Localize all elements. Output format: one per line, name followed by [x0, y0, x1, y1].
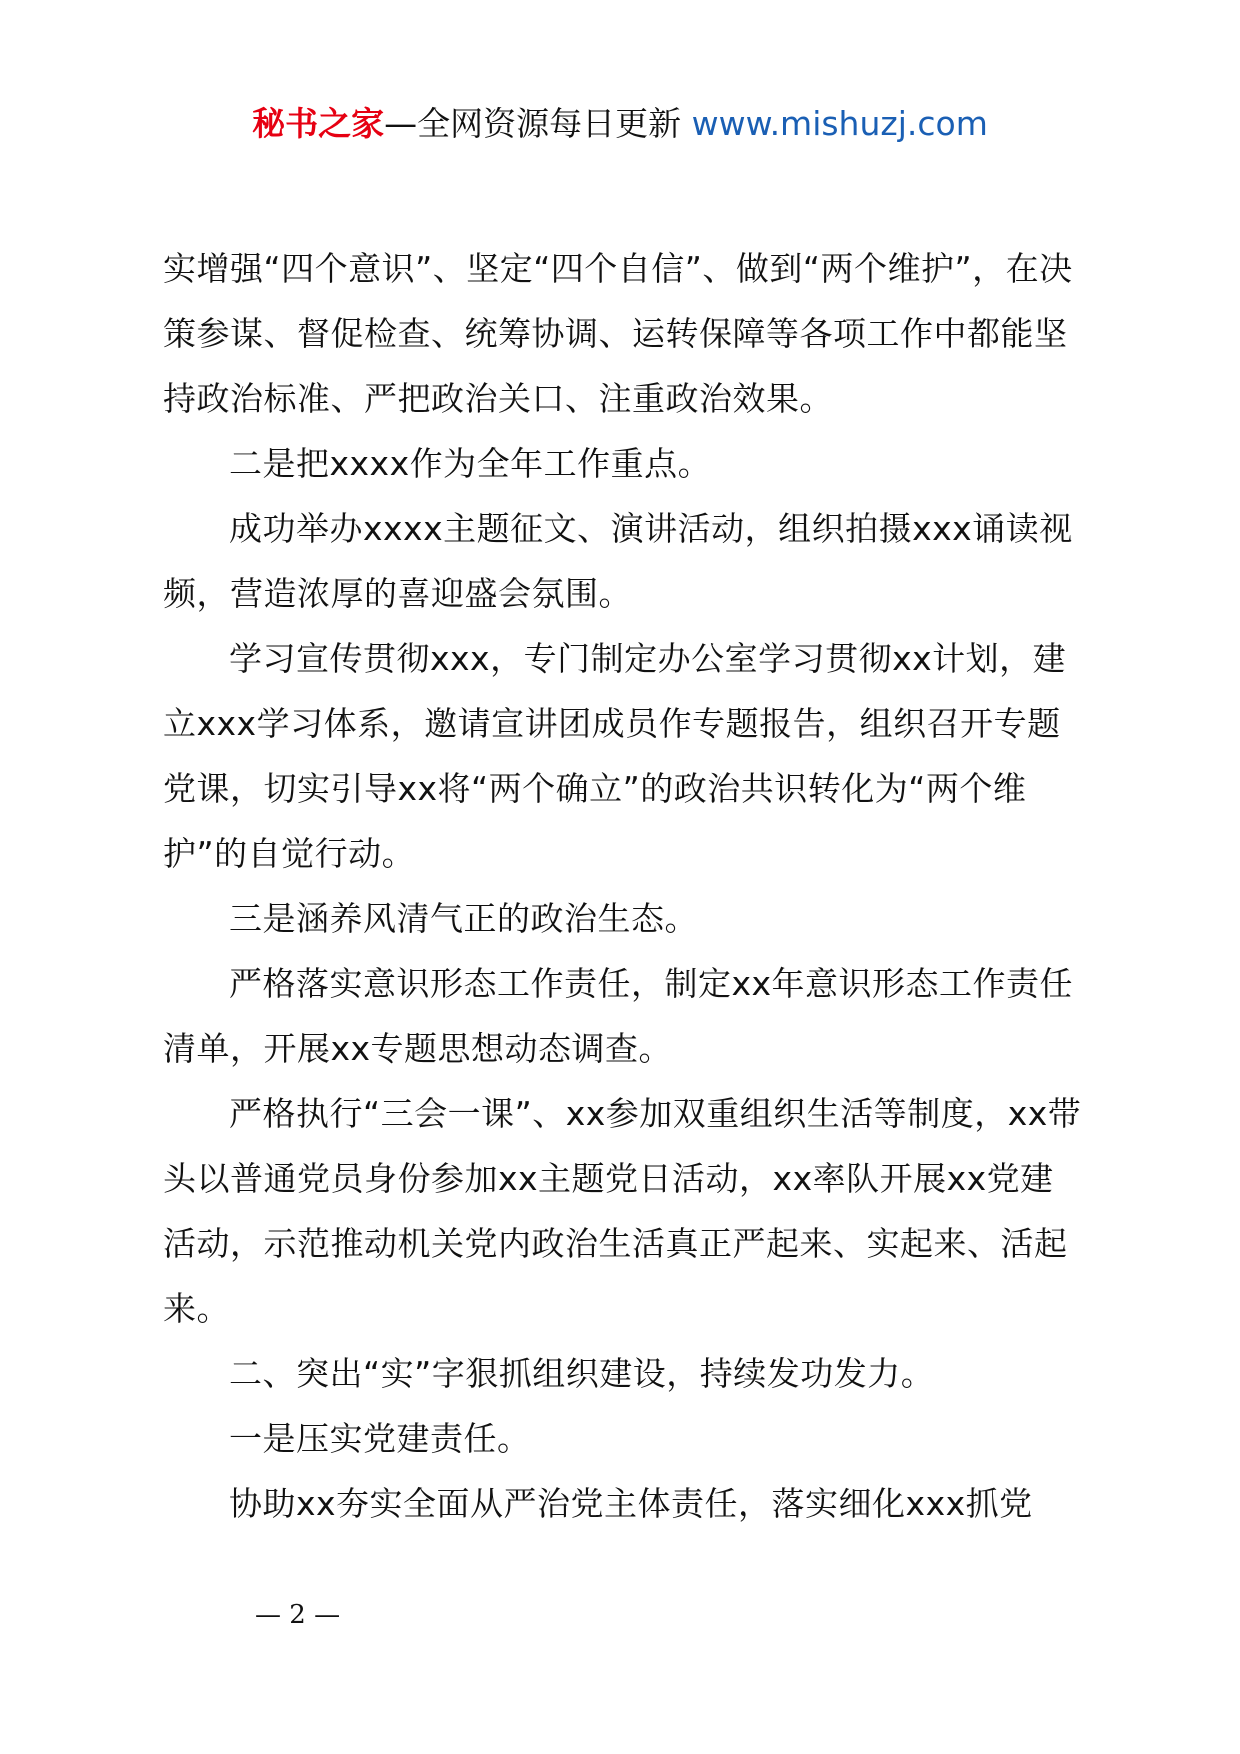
page-number: — 2 —	[255, 1600, 341, 1630]
paragraph: 严格执行“三会一课”、xx参加双重组织生活等制度，xx带头以普通党员身份参加xx主题党日活动，xx率队开展xx党建活动，示范推动机关党内政治生活真正严起来、实起来、活起来。	[163, 1094, 1082, 1328]
document-body	[163, 236, 1083, 1536]
paragraph: 学习宣传贯彻xxx，专门制定办公室学习贯彻xx计划，建立xxx学习体系，邀请宣讲团成员作专题报告，组织召开专题党课，切实引导xx将“两个确立”的政治共识转化为“两个维护”的自觉行动。	[163, 639, 1067, 873]
section-heading: 二、突出“实”字狠抓组织建设，持续发功发力。	[229, 1354, 935, 1393]
site-header	[0, 100, 1240, 148]
site-url-link[interactable]: www.mishuzj.com	[691, 104, 988, 143]
paragraph: 协助xx夯实全面从严治党主体责任，落实细化xxx抓党	[229, 1484, 1033, 1523]
paragraph: 一是压实党建责任。	[229, 1419, 531, 1458]
paragraph: 实增强“四个意识”、坚定“四个自信”、做到“两个维护”，在决策参谋、督促检查、统筹协调、运转保障等各项工作中都能坚持政治标准、严把政治关口、注重政治效果。	[163, 249, 1073, 418]
paragraph: 三是涵养风清气正的政治生态。	[229, 899, 698, 938]
brand-name: 秘书之家	[252, 104, 385, 143]
header-tagline: —全网资源每日更新	[384, 104, 692, 143]
paragraph: 成功举办xxxx主题征文、演讲活动，组织拍摄xxx诵读视频，营造浓厚的喜迎盛会氛围。	[163, 509, 1073, 613]
paragraph: 严格落实意识形态工作责任，制定xx年意识形态工作责任清单，开展xx专题思想动态调查。	[163, 964, 1074, 1068]
paragraph: 二是把xxxx作为全年工作重点。	[229, 444, 712, 483]
